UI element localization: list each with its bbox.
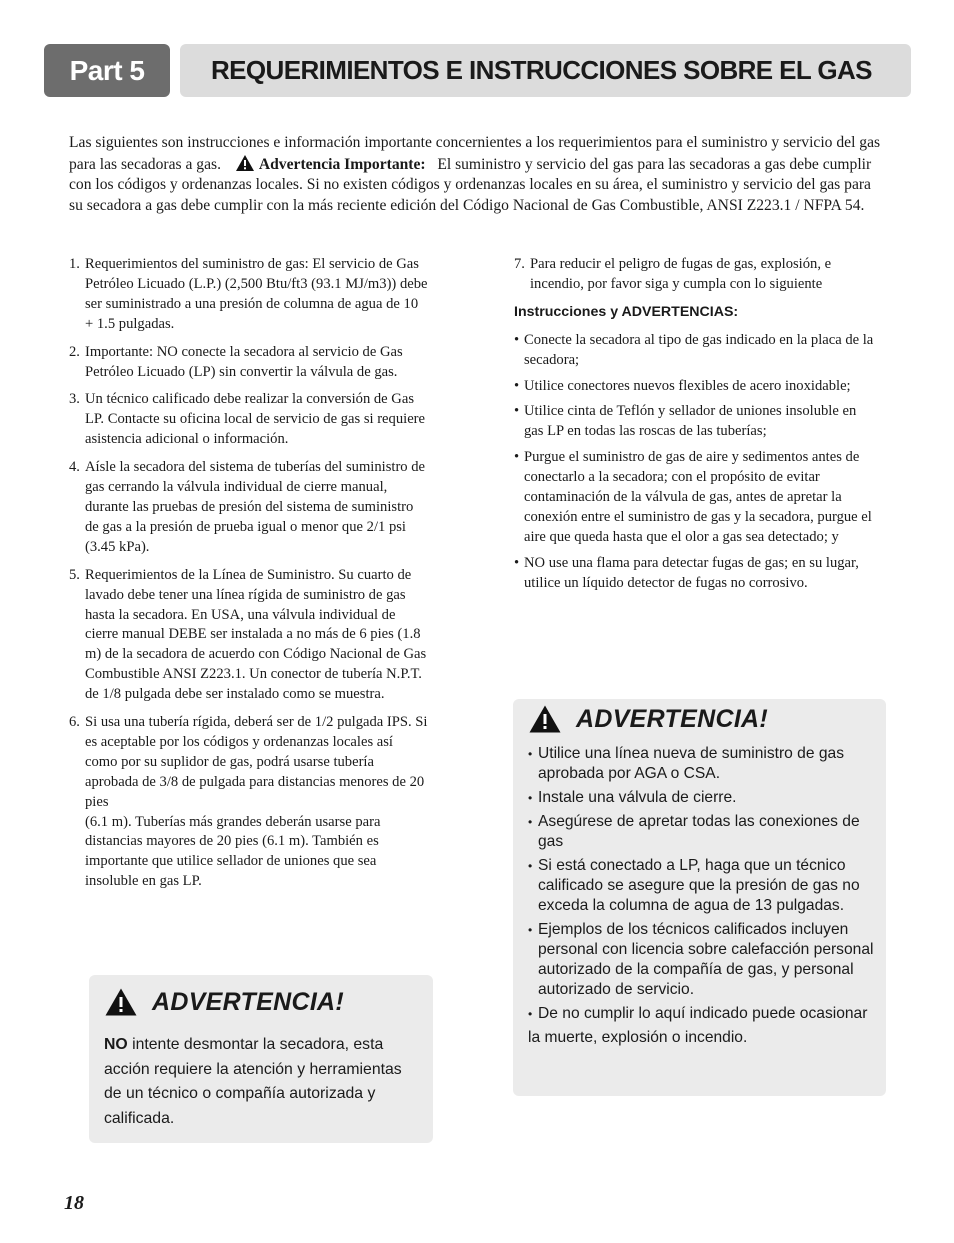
item-text: Requerimientos de la Línea de Suministro. Su cuarto de lavado debe tener una línea rígida de suministro de gas hasta la secadora. En USA, una válvula individual de cierre manual DEBE ser instalada a no más de 6 pies (1.8 m) de la secadora de acuerdo con Código Nacional de Gas Combustible ANSI Z223.1. Un conector de tubería N.P.T. de 1/8 pulgada debe ser instalado como se muestra.: [85, 566, 427, 703]
list-item: [69, 343, 429, 383]
item-number: 6.: [69, 714, 80, 731]
item-number: 5.: [69, 566, 80, 583]
instruction-bullet: [514, 377, 879, 397]
part-label: Part 5: [44, 44, 170, 97]
page-title: REQUERIMIENTOS E INSTRUCCIONES SOBRE EL GAS: [180, 44, 911, 97]
warning-bullet: [528, 812, 876, 852]
list-item: [69, 566, 429, 705]
bullet-dot: •: [528, 815, 533, 829]
item-text: Requerimientos del suministro de gas: El servicio de Gas Petróleo Licuado (L.P.) (2,500 Btu/ft3 (93.1 MJ/m3)) debe ser suministrado a una presión de columna de agua de 10 + 1.5 pulgadas.: [85, 256, 428, 332]
warning-text: intente desmontar la secadora, esta acción requiere la atención y herramientas de un técnico o compañía autorizada y calificada.: [104, 1036, 402, 1127]
bullet-dot: •: [514, 331, 520, 348]
bullet-dot: •: [528, 791, 533, 805]
list-item: [514, 255, 879, 295]
page-number: 18: [64, 1192, 84, 1214]
left-column: [69, 255, 429, 900]
bullet-text: Ejemplos de los técnicos calificados incluyen personal con licencia sobre calefacción personal autorizado de la compañía de gas, y personal autorizado de servicio.: [538, 921, 874, 998]
instructions-heading: Instrucciones y ADVERTENCIAS:: [514, 303, 739, 320]
warning-heading: [104, 987, 418, 1017]
instruction-bullet: [514, 448, 879, 548]
warning-bullet: [528, 920, 876, 1000]
warning-bold: NO: [104, 1036, 128, 1053]
warning-title: ADVERTENCIA!: [576, 704, 769, 733]
item-text: Importante: NO conecte la secadora al servicio de Gas Petróleo Licuado (LP) sin convertir la válvula de gas.: [85, 343, 403, 380]
warning-box-left: [89, 975, 433, 1143]
bullet-dot: •: [514, 554, 520, 571]
warning-bullet: [528, 788, 876, 808]
right-column: [514, 255, 879, 600]
bullet-text: Utilice conectores nuevos flexibles de acero inoxidable;: [524, 377, 851, 394]
warning-icon: [528, 704, 562, 734]
bullet-dot: •: [514, 403, 520, 420]
intro-text-after: El suministro y servicio del gas para las secadoras a gas debe cumplir con los códigos y ordenanzas locales. Si no existen códigos y ordenanzas locales en su área, el suministro y servicio del gas para su secadora a gas debe cumplir con la más reciente edición del Código Nacional de Gas Combustible, ANSI Z223.1 / NFPA 54.: [69, 155, 872, 214]
bullet-text: Purgue el suministro de gas de aire y sedimentos antes de conectarlo a la secadora; con el propósito de evitar contaminación de la válvula de gas, antes de apretar la conexión entre el suministro de gas y la secadora, purgue el aire que queda hasta que el olor a gas sea detectado; y: [524, 449, 872, 545]
item-number: 3.: [69, 391, 80, 408]
bullet-dot: •: [514, 377, 520, 394]
instruction-bullet: [514, 402, 879, 442]
list-item: [69, 390, 429, 450]
item-text: Para reducir el peligro de fugas de gas, explosión, e incendio, por favor siga y cumpla con lo siguiente: [530, 256, 832, 292]
item-text-part1: Si usa una tubería rígida, deberá ser de 1/2 pulgada IPS. Si es aceptable por los códigos y ordenanzas locales así como por su suplidor de gas, podrá usarse tubería aprobada de 3/8 de pulgada para distancias menores de 20 pies: [85, 714, 428, 810]
item-number: 7.: [514, 256, 525, 272]
intro-paragraph: [69, 133, 884, 216]
bullet-text: Conecte la secadora al tipo de gas indicado en la placa de la secadora;: [524, 331, 874, 368]
item-text: [85, 713, 429, 892]
bullet-text: Instale una válvula de cierre.: [538, 789, 737, 806]
item-text-part2: (6.1 m). Tuberías más grandes deberán usarse para distancias mayores de 20 pies (6.1 m). También es importante que utilice sellador de uniones que sea insoluble en gas LP.: [85, 813, 381, 890]
bullet-text: De no cumplir lo aquí indicado puede ocasionar: [538, 1005, 868, 1022]
list-item: [69, 255, 429, 335]
instruction-bullet: [514, 331, 879, 371]
warning-title: ADVERTENCIA!: [152, 987, 345, 1016]
intro-text-before: Las siguientes son instrucciones e información importante concernientes a los requerimientos para el suministro y servicio del gas para las secadoras a gas.: [69, 134, 881, 173]
warning-box-right: [513, 699, 886, 1096]
bullet-text: Si está conectado a LP, haga que un técnico calificado se asegure que la presión de gas no exceda la columna de agua de 13 pulgadas.: [538, 857, 860, 914]
bullet-text: Utilice cinta de Teflón y sellador de uniones insoluble en gas LP en todas las roscas de las tuberías;: [524, 403, 857, 440]
item-number: 2.: [69, 343, 80, 360]
bullet-dot: •: [514, 449, 520, 466]
bullet-dot: •: [528, 747, 533, 761]
bullet-dot: •: [528, 923, 533, 937]
bullet-text: NO use una flama para detectar fugas de gas; en su lugar, utilice un líquido detector de fugas no corrosivo.: [524, 554, 859, 591]
warning-tail: la muerte, explosión o incendio.: [528, 1029, 748, 1046]
bullet-text: Asegúrese de apretar todas las conexiones de gas: [538, 813, 860, 850]
warning-icon: [235, 154, 255, 172]
bullet-dot: •: [528, 1007, 533, 1021]
warning-body: [104, 1033, 418, 1131]
item-text: Aísle la secadora del sistema de tuberías del suministro de gas cerrando la válvula individual de cierre manual, durante las pruebas de presión del sistema de suministro de gas a la presión de prueba igual o menor que 2/1 psi (3.45 kPa).: [85, 459, 426, 555]
warning-bullet: [528, 1004, 876, 1024]
instruction-bullet: [514, 554, 879, 594]
list-item: [69, 458, 429, 558]
bullet-dot: •: [528, 859, 533, 873]
bullet-text: Utilice una línea nueva de suministro de gas aprobada por AGA o CSA.: [538, 745, 844, 782]
warning-icon: [104, 987, 138, 1017]
item-number: 4.: [69, 459, 80, 476]
item-text: Un técnico calificado debe realizar la conversión de Gas LP. Contacte su oficina local de servicio de gas si requiere asistencia adicional o información.: [85, 391, 426, 448]
item-number: 1.: [69, 256, 80, 272]
list-item: [69, 713, 429, 892]
intro-warning-label: Advertencia Importante:: [258, 155, 426, 173]
warning-bullet: [528, 744, 876, 784]
warning-bullet: [528, 856, 876, 916]
warning-list: [528, 744, 876, 1048]
warning-heading: [528, 704, 876, 734]
